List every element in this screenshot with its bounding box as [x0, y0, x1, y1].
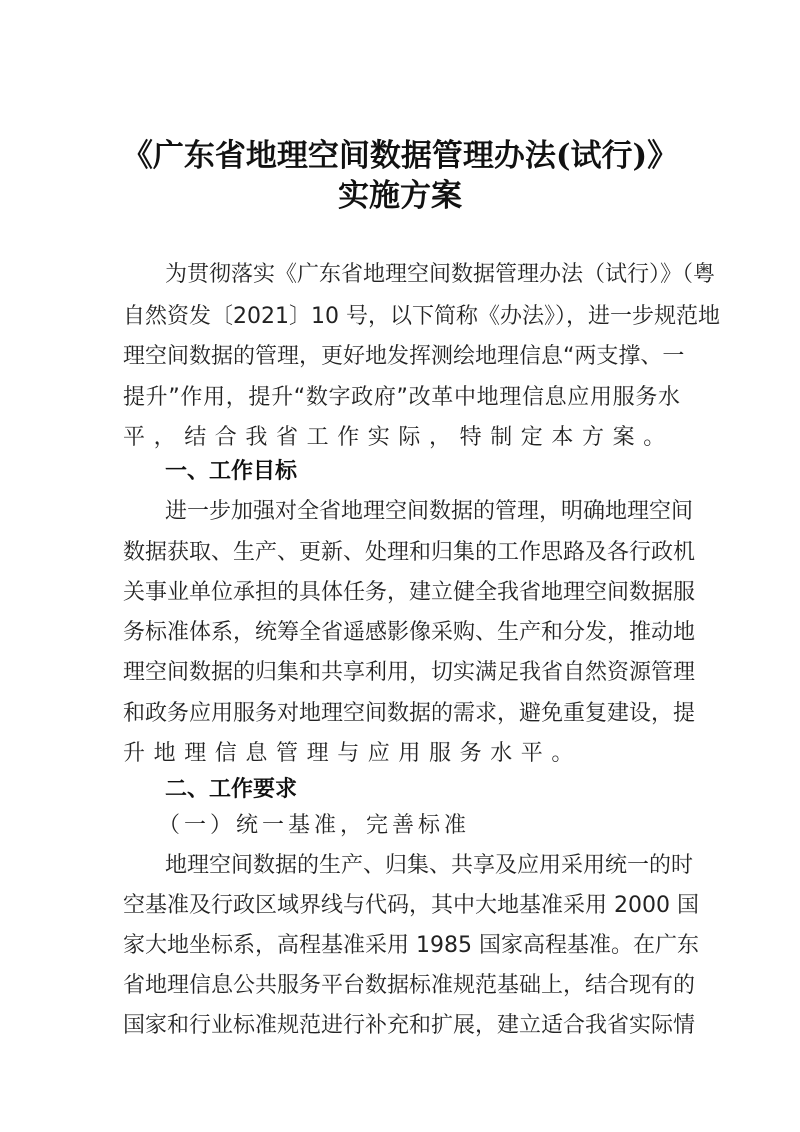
goals-paragraph-line: 数据获取、生产、更新、处理和归集的工作思路及各行政机: [123, 540, 696, 565]
goals-paragraph-line: 和政务应用服务对地理空间数据的需求，避免重复建设，提: [123, 701, 696, 726]
goals-paragraph-line: 务标准体系，统筹全省遥感影像采购、生产和分发，推动地: [123, 620, 696, 645]
goals-paragraph-line: 关事业单位承担的具体任务，建立健全我省地理空间数据服: [123, 580, 696, 605]
intro-paragraph-line: 理空间数据的管理，更好地发挥测绘地理信息“两支撑、一: [123, 344, 685, 369]
intro-paragraph-line: 提升”作用，提升“数字政府”改革中地理信息应用服务水: [123, 385, 680, 410]
document-title-line1: 《广东省地理空间数据管理办法(试行)》: [121, 138, 679, 174]
goals-paragraph-line: 进一步加强对全省地理空间数据的管理，明确地理空间: [165, 499, 694, 524]
section-heading-work-goals: 一、工作目标: [165, 459, 298, 484]
requirements-paragraph-line: 省地理信息公共服务平台数据标准规范基础上，结合现有的: [123, 973, 696, 998]
requirements-paragraph-line: 地理空间数据的生产、归集、共享及应用采用统一的时: [165, 853, 694, 878]
requirements-paragraph-line: 家大地坐标系，高程基准采用 1985 国家高程基准。在广东: [123, 933, 699, 958]
document-title-line2: 实施方案: [338, 178, 462, 214]
intro-paragraph-line: 自然资发〔2021〕10 号，以下简称《办法》），进一步规范地: [123, 304, 720, 329]
section-heading-work-requirements: 二、工作要求: [165, 777, 298, 802]
requirements-paragraph-line: 空基准及行政区域界线与代码，其中大地基准采用 2000 国: [123, 893, 699, 918]
goals-paragraph-line: 升地理信息管理与应用服务水平。: [123, 741, 583, 766]
intro-paragraph-line: 为贯彻落实《广东省地理空间数据管理办法（试行）》（粤: [165, 262, 716, 287]
intro-paragraph-line: 平，结合我省工作实际，特制定本方案。: [123, 425, 674, 450]
requirements-paragraph-line: 国家和行业标准规范进行补充和扩展，建立适合我省实际情: [123, 1013, 696, 1038]
subsection-heading-unified-standards: （一）统一基准，完善标准: [158, 813, 471, 838]
goals-paragraph-line: 理空间数据的归集和共享利用，切实满足我省自然资源管理: [123, 660, 696, 685]
